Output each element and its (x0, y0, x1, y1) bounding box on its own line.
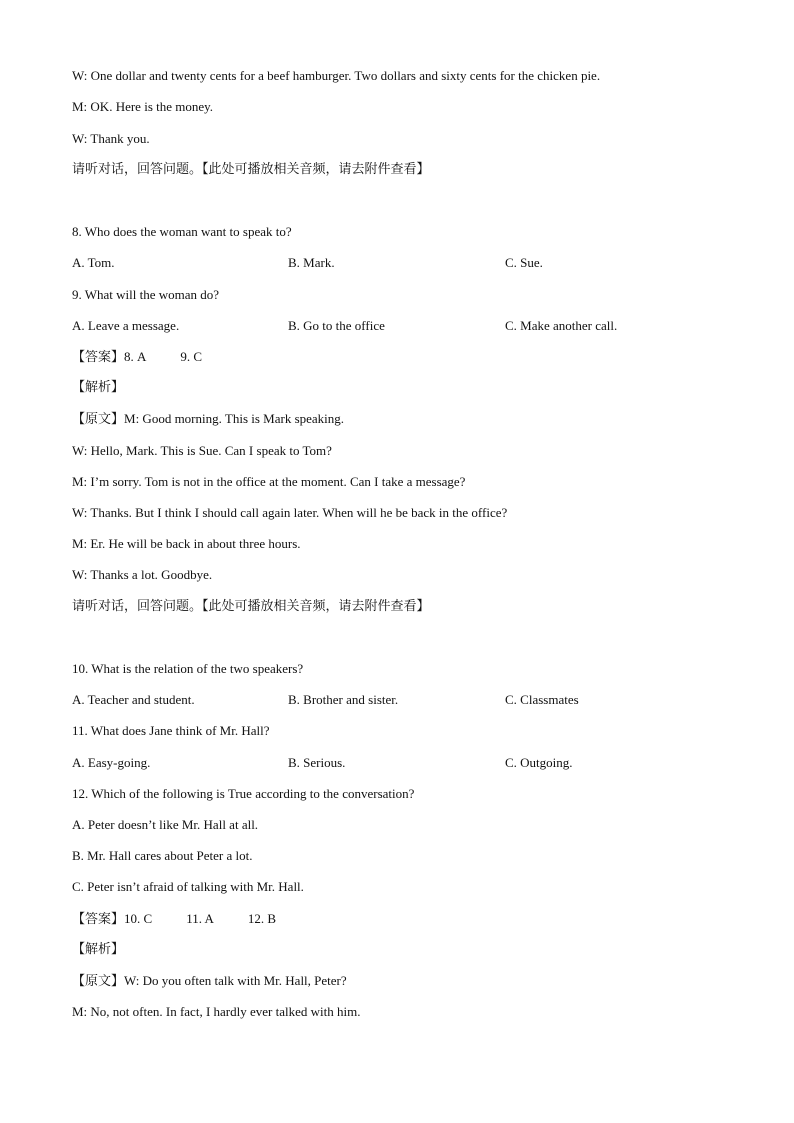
q10-option-c: C. Classmates (505, 692, 579, 707)
question-11: 11. What does Jane think of Mr. Hall? (72, 723, 270, 738)
answer-tag: 【答案】 (72, 350, 125, 365)
dialogue-line: W: Hello, Mark. This is Sue. Can I speak to Tom? (72, 443, 332, 458)
question-10: 10. What is the relation of the two speakers? (72, 661, 304, 676)
question-12: 12. Which of the following is True according to the conversation? (72, 786, 415, 801)
q12-option-c: C. Peter isn’t afraid of talking with Mr. Hall. (72, 879, 304, 894)
dialogue-line: W: One dollar and twenty cents for a beef hamburger. Two dollars and sixty cents for the chicken pie. (72, 68, 601, 83)
q10-option-a: A. Teacher and student. (72, 692, 195, 707)
q10-option-b: B. Brother and sister. (288, 692, 399, 707)
dialogue-line: M: Er. He will be back in about three hours. (72, 536, 301, 551)
dialogue-line: M: No, not often. In fact, I hardly ever talked with him. (72, 1004, 361, 1019)
original-text-line (72, 973, 347, 990)
answer-item: 11. A (186, 911, 214, 926)
original-tag: 【原文】 (72, 412, 125, 427)
original-tag: 【原文】 (72, 974, 125, 989)
q9-option-c: C. Make another call. (505, 318, 618, 333)
q12-option-a: A. Peter doesn’t like Mr. Hall at all. (72, 817, 259, 832)
q8-option-c: C. Sue. (505, 255, 543, 270)
original-text-line (72, 411, 344, 428)
analysis-tag: 【解析】 (72, 942, 125, 957)
answer-item: 10. C (124, 911, 153, 926)
dialogue-line: M: I’m sorry. Tom is not in the office at the moment. Can I take a message? (72, 474, 466, 489)
q11-option-c: C. Outgoing. (505, 755, 573, 770)
listening-instruction: 请听对话，回答问题。【此处可播放相关音频，请去附件查看】 (72, 599, 430, 614)
dialogue-line: W: Do you often talk with Mr. Hall, Peter? (124, 973, 347, 988)
q12-option-b: B. Mr. Hall cares about Peter a lot. (72, 848, 253, 863)
answer-line (72, 911, 276, 928)
answer-line (72, 349, 202, 366)
answer-item: 12. B (247, 911, 277, 926)
answer-item: 8. A (124, 349, 147, 364)
analysis-tag: 【解析】 (72, 380, 125, 395)
dialogue-line: W: Thanks a lot. Goodbye. (72, 567, 213, 582)
q11-option-a: A. Easy-going. (72, 755, 151, 770)
q8-option-b: B. Mark. (288, 255, 335, 270)
dialogue-line: M: Good morning. This is Mark speaking. (124, 411, 345, 426)
q8-option-a: A. Tom. (72, 255, 115, 270)
dialogue-line: W: Thanks. But I think I should call again later. When will he be back in the office? (72, 505, 508, 520)
question-9: 9. What will the woman do? (72, 287, 220, 302)
dialogue-line: W: Thank you. (72, 131, 150, 146)
q9-option-b: B. Go to the office (288, 318, 385, 333)
listening-instruction: 请听对话，回答问题。【此处可播放相关音频，请去附件查看】 (72, 162, 430, 177)
answer-tag: 【答案】 (72, 912, 125, 927)
question-8: 8. Who does the woman want to speak to? (72, 224, 292, 239)
q9-option-a: A. Leave a message. (72, 318, 180, 333)
answer-item: 9. C (180, 349, 203, 364)
q11-option-b: B. Serious. (288, 755, 346, 770)
dialogue-line: M: OK. Here is the money. (72, 99, 214, 114)
